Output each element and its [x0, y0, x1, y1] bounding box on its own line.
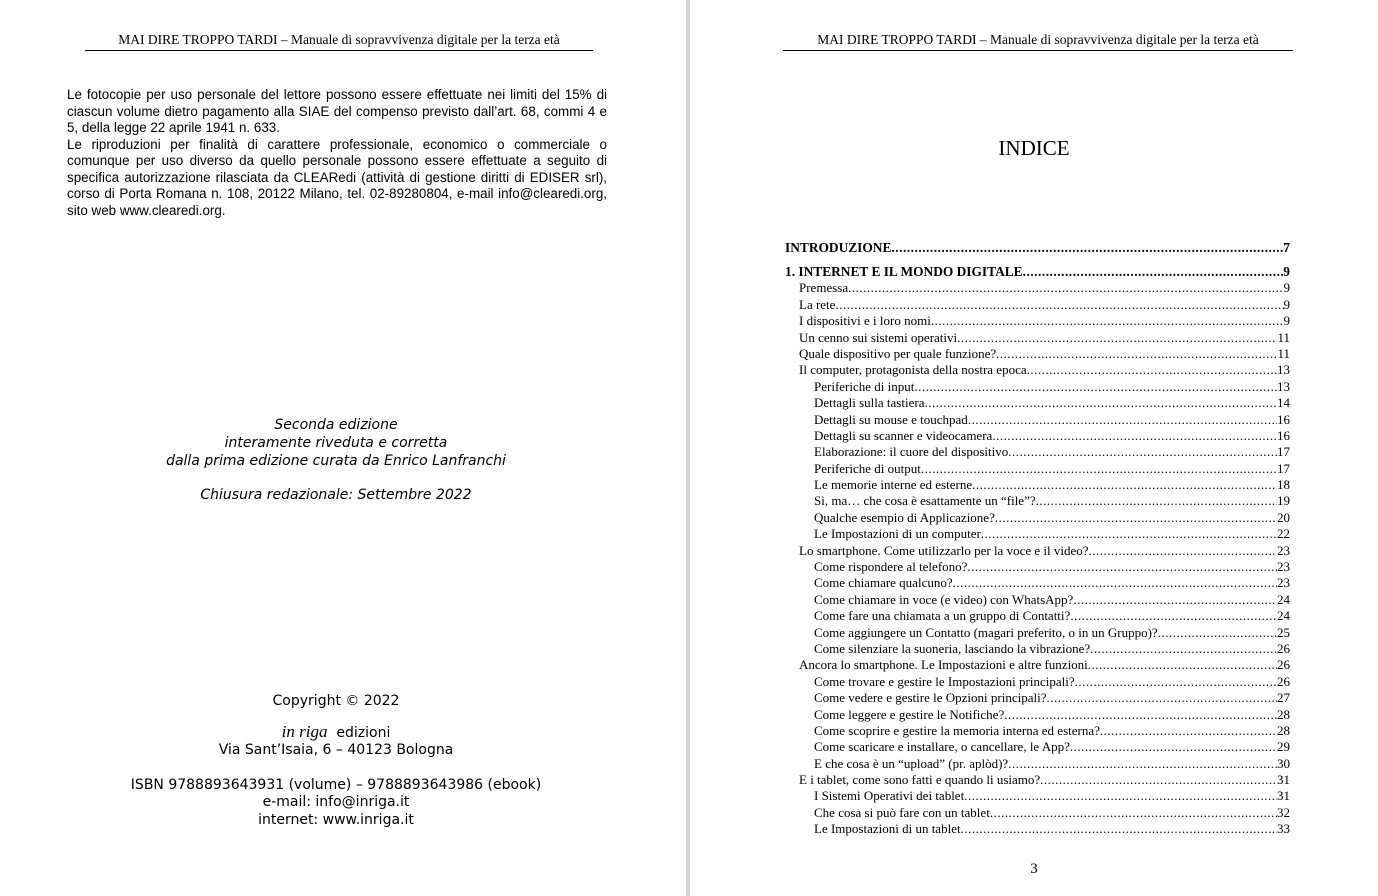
toc-dot-leader — [996, 346, 1277, 362]
toc-entry-title: Come vedere e gestire le Opzioni principali? — [814, 690, 1047, 706]
toc-subsection — [785, 444, 1290, 460]
toc-entry-title: Quale dispositivo per quale funzione? — [799, 345, 997, 361]
toc-entry-page: 17 — [1277, 460, 1290, 476]
toc-subsection — [785, 608, 1290, 624]
toc-entry-title: Come trovare e gestire le Impostazioni principali? — [814, 673, 1075, 689]
toc-entry-page: 32 — [1277, 804, 1290, 820]
toc-chapter — [785, 240, 1290, 256]
toc-entry-page: 17 — [1277, 444, 1290, 460]
toc-entry-title: Dettagli su scanner e videocamera — [814, 427, 993, 443]
toc-dot-leader — [1046, 690, 1277, 706]
toc-dot-leader — [1088, 657, 1277, 673]
toc-entry-page: 26 — [1277, 673, 1290, 689]
toc-section — [785, 657, 1290, 673]
toc-entry-title: Periferiche di input — [814, 378, 915, 394]
toc-subsection — [785, 641, 1290, 657]
toc-dot-leader — [1027, 362, 1277, 378]
right-page — [690, 0, 1378, 896]
toc-entry-page: 9 — [1283, 280, 1290, 296]
toc-entry-title: Come aggiungere un Contatto (magari preferito, o in un Gruppo)? — [814, 624, 1158, 640]
toc-entry-page: 9 — [1283, 313, 1290, 329]
toc-entry-page: 28 — [1277, 706, 1290, 722]
toc-entry-page: 22 — [1277, 526, 1290, 542]
toc-gap — [785, 256, 1290, 264]
edition-line: Seconda edizione — [274, 417, 398, 433]
toc-entry-page: 11 — [1277, 329, 1290, 345]
toc-dot-leader — [1089, 543, 1277, 559]
toc-dot-leader — [1008, 444, 1277, 460]
copyright-line: Copyright © 2022 — [272, 693, 400, 709]
toc-subsection — [785, 461, 1290, 477]
toc-entry-title: Il computer, protagonista della nostra epoca — [799, 362, 1027, 378]
toc-entry-title: Le Impostazioni di un tablet — [814, 821, 961, 837]
toc-dot-leader — [921, 461, 1277, 477]
publisher-line — [86, 723, 586, 743]
toc-entry-page: 26 — [1277, 640, 1290, 656]
toc-entry-page: 13 — [1277, 362, 1290, 378]
toc-dot-leader — [1023, 264, 1284, 280]
toc-entry-page: 9 — [1283, 296, 1290, 312]
toc-subsection — [785, 559, 1290, 575]
toc-entry-title: Come fare una chiamata a un gruppo di Contatti? — [814, 608, 1071, 624]
toc-dot-leader — [891, 240, 1283, 256]
toc-dot-leader — [1073, 592, 1277, 608]
toc-entry-page: 16 — [1277, 411, 1290, 427]
toc-dot-leader — [1100, 723, 1277, 739]
toc-dot-leader — [981, 526, 1277, 542]
toc-subsection — [785, 477, 1290, 493]
toc-entry-page: 27 — [1277, 690, 1290, 706]
left-page — [0, 0, 686, 896]
email-line: e-mail: info@inriga.it — [262, 794, 410, 810]
toc-subsection — [785, 690, 1290, 706]
toc-section — [785, 362, 1290, 378]
toc-subsection — [785, 379, 1290, 395]
toc-subsection — [785, 674, 1290, 690]
toc-entry-page: 23 — [1277, 559, 1290, 575]
toc-dot-leader — [1004, 707, 1277, 723]
toc-dot-leader — [924, 395, 1277, 411]
table-of-contents — [785, 240, 1290, 838]
toc-entry-page: 14 — [1277, 395, 1290, 411]
toc-dot-leader — [968, 412, 1277, 428]
toc-dot-leader — [990, 805, 1277, 821]
toc-section — [785, 313, 1290, 329]
toc-subsection — [785, 625, 1290, 641]
toc-subsection — [785, 592, 1290, 608]
toc-dot-leader — [848, 280, 1283, 296]
toc-subsection — [785, 756, 1290, 772]
toc-subsection — [785, 526, 1290, 542]
toc-chapter — [785, 264, 1290, 280]
editorial-closing: Chiusura redazionale: Settembre 2022 — [200, 487, 472, 503]
toc-subsection — [785, 575, 1290, 591]
toc-dot-leader — [1158, 625, 1277, 641]
toc-entry-page: 31 — [1277, 788, 1290, 804]
toc-entry-title: Dettagli su mouse e touchpad — [814, 411, 968, 427]
copyright-notice — [67, 87, 607, 219]
toc-entry-page: 29 — [1277, 739, 1290, 755]
toc-dot-leader — [957, 330, 1277, 346]
toc-dot-leader — [931, 313, 1284, 329]
toc-entry-page: 24 — [1277, 591, 1290, 607]
toc-subsection — [785, 788, 1290, 804]
toc-dot-leader — [1070, 608, 1277, 624]
toc-entry-page: 11 — [1277, 345, 1290, 361]
toc-dot-leader — [967, 559, 1277, 575]
toc-entry-title: La rete — [799, 296, 836, 312]
toc-subsection — [785, 707, 1290, 723]
toc-entry-title: Premessa — [799, 280, 849, 296]
edition-line: dalla prima edizione curata da Enrico Lanfranchi — [166, 453, 506, 469]
publisher-address: Via Sant’Isaia, 6 – 40123 Bologna — [218, 742, 454, 758]
internet-line: internet: www.inriga.it — [258, 811, 414, 828]
toc-entry-title: Lo smartphone. Come utilizzarlo per la voce e il video? — [799, 542, 1089, 558]
publisher-logo: in riga — [281, 721, 328, 741]
running-header-left: MAI DIRE TROPPO TARDI – Manuale di sopravvivenza digitale per la terza età — [85, 32, 593, 51]
toc-entry-title: Come chiamare qualcuno? — [814, 575, 953, 591]
toc-entry-title: Come leggere e gestire le Notifiche? — [814, 706, 1005, 722]
toc-entry-title: Ancora lo smartphone. Le Impostazioni e altre funzioni — [799, 657, 1088, 673]
legal-paragraph-1: Le fotocopie per uso personale del lettore possono essere effettuate nei limiti del 15% di ciascun volume dietro pagamento alla SIAE del compenso previsto dall’art. 68, commi 4 e 5, della legge 22 aprile 1941 n. 633. — [67, 87, 607, 135]
toc-entry-page: 7 — [1283, 240, 1290, 255]
toc-entry-title: Le memorie interne ed esterne — [814, 477, 973, 493]
toc-section — [785, 543, 1290, 559]
toc-entry-title: E i tablet, come sono fatti e quando li usiamo? — [799, 772, 1041, 788]
toc-subsection — [785, 739, 1290, 755]
toc-entry-page: 23 — [1277, 575, 1290, 591]
toc-entry-page: 23 — [1277, 542, 1290, 558]
toc-dot-leader — [835, 297, 1283, 313]
toc-entry-title: I dispositivi e i loro nomi — [799, 313, 931, 329]
toc-entry-page: 25 — [1277, 624, 1290, 640]
toc-dot-leader — [1075, 674, 1277, 690]
isbn-line: ISBN 9788893643931 (volume) – 9788893643986 (ebook) — [130, 776, 542, 793]
toc-dot-leader — [1070, 739, 1277, 755]
toc-entry-page: 18 — [1277, 477, 1290, 493]
toc-entry-title: Come scaricare e installare, o cancellare, le App? — [814, 739, 1070, 755]
toc-dot-leader — [995, 510, 1277, 526]
toc-entry-page: 33 — [1277, 821, 1290, 837]
toc-entry-page: 31 — [1277, 772, 1290, 788]
toc-entry-page: 20 — [1277, 509, 1290, 525]
toc-section — [785, 346, 1290, 362]
index-title: INDICE — [998, 136, 1070, 160]
toc-dot-leader — [972, 477, 1277, 493]
toc-dot-leader — [914, 379, 1277, 395]
toc-entry-page: 13 — [1277, 378, 1290, 394]
toc-entry-page: 9 — [1283, 263, 1290, 279]
toc-entry-page: 28 — [1277, 722, 1290, 738]
toc-entry-page: 26 — [1277, 657, 1290, 673]
toc-section — [785, 280, 1290, 296]
toc-entry-page: 19 — [1277, 493, 1290, 509]
toc-entry-title: Come scoprire e gestire la memoria interna ed esterna? — [814, 722, 1100, 738]
toc-entry-title: Come rispondere al telefono? — [814, 559, 968, 575]
toc-dot-leader — [964, 788, 1277, 804]
toc-entry-title: Come chiamare in voce (e video) con WhatsApp? — [814, 591, 1074, 607]
toc-entry-page: 24 — [1277, 608, 1290, 624]
toc-entry-title: Qualche esempio di Applicazione? — [814, 509, 995, 525]
edition-line: interamente riveduta e corretta — [224, 435, 448, 451]
page-number: 3 — [1030, 861, 1038, 877]
running-header-right: MAI DIRE TROPPO TARDI – Manuale di sopravvivenza digitale per la terza età — [783, 32, 1293, 51]
toc-entry-title: Elaborazione: il cuore del dispositivo — [814, 444, 1009, 460]
toc-dot-leader — [992, 428, 1277, 444]
toc-section — [785, 330, 1290, 346]
toc-subsection — [785, 805, 1290, 821]
toc-entry-title: Le Impostazioni di un computer — [814, 526, 981, 542]
toc-subsection — [785, 821, 1290, 837]
toc-entry-title: Che cosa si può fare con un tablet — [814, 804, 990, 820]
toc-subsection — [785, 493, 1290, 509]
toc-entry-title: I Sistemi Operativi dei tablet — [814, 788, 965, 804]
toc-section — [785, 297, 1290, 313]
toc-entry-page: 16 — [1277, 427, 1290, 443]
edition-info — [86, 416, 586, 504]
toc-entry-title: Un cenno sui sistemi operativi — [799, 329, 958, 345]
toc-entry-title: 1. INTERNET E IL MONDO DIGITALE — [785, 263, 1023, 279]
toc-dot-leader — [1040, 772, 1277, 788]
toc-dot-leader — [1090, 641, 1277, 657]
legal-paragraph-2: Le riproduzioni per finalità di carattere professionale, economico o commerciale o comunque per uso diverso da quello personale possono essere effettuate a seguito di specifica autorizzazione rilasciata da CLEARedi (attività di gestione diritti di EDISER srl), corso di Porta Romana n. 108, 20122 Milano, tel. 02-89280804, e-mail info@clearedi.org, sito web www.clearedi.org. — [67, 136, 607, 218]
toc-subsection — [785, 428, 1290, 444]
toc-subsection — [785, 412, 1290, 428]
toc-section — [785, 772, 1290, 788]
publisher-suffix: edizioni — [336, 724, 391, 741]
toc-entry-title: INTRODUZIONE — [785, 240, 892, 255]
toc-entry-page: 30 — [1277, 755, 1290, 771]
toc-subsection — [785, 510, 1290, 526]
toc-entry-title: Periferiche di output — [814, 460, 921, 476]
toc-entry-title: Dettagli sulla tastiera — [814, 395, 925, 411]
colophon — [86, 693, 586, 829]
toc-entry-title: E che cosa è un “upload” (pr. aplòd)? — [814, 755, 1009, 771]
toc-dot-leader — [953, 575, 1277, 591]
toc-dot-leader — [1008, 756, 1277, 772]
toc-entry-title: Sì, ma… che cosa è esattamente un “file”? — [814, 493, 1036, 509]
toc-dot-leader — [1036, 493, 1277, 509]
toc-entry-title: Come silenziare la suoneria, lasciando la vibrazione? — [814, 640, 1091, 656]
toc-subsection — [785, 395, 1290, 411]
toc-subsection — [785, 723, 1290, 739]
toc-dot-leader — [961, 821, 1277, 837]
